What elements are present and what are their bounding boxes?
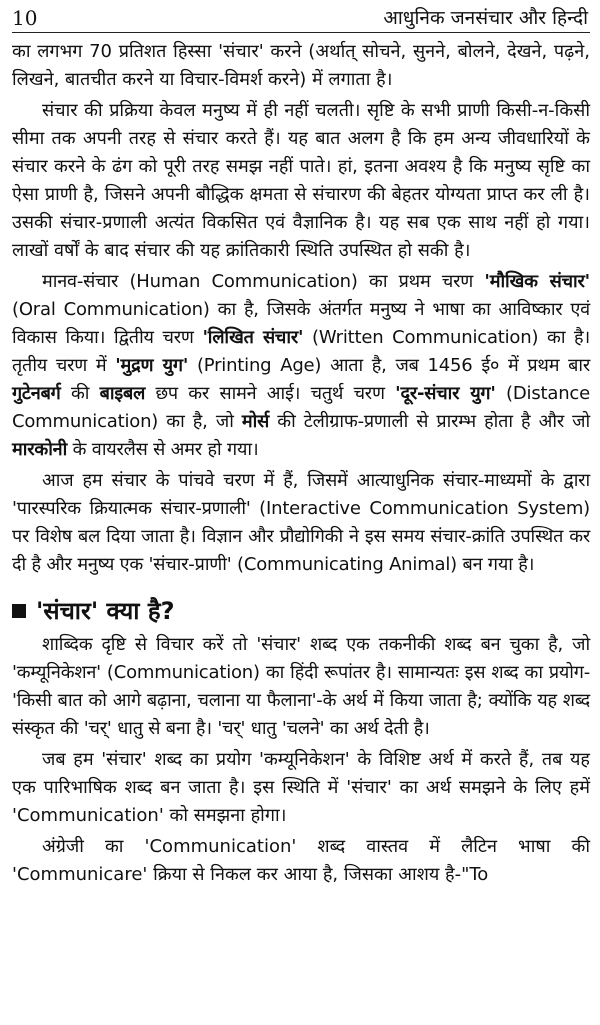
term-marconi: मारकोनी [12,439,68,460]
term-printing-age: 'मुद्रण युग' [115,355,189,376]
text-fragment: (Printing Age) आता है, जब 1456 ई० में प्रथम बार [188,355,590,376]
term-bible: बाइबल [99,383,146,404]
text-fragment: की टेलीग्राफ-प्रणाली से प्रारम्भ होता है और जो [269,411,590,432]
running-title: आधुनिक जनसंचार और हिन्दी [383,7,588,29]
text-fragment: (Distance Communication) का है, जो [12,383,590,432]
page-body [12,38,590,892]
text-fragment: छप कर सामने आई। चतुर्थ चरण [145,383,396,404]
paragraph-communication-process: संचार की प्रक्रिया केवल मनुष्य में ही नहीं चलती। सृष्टि के सभी प्राणी किसी-न-किसी सीमा तक अपनी तरह से संचार करते हैं। यह बात अलग है कि हम अन्य जीवधारियों के संचार करने के ढंग को पूरी तरह समझ नहीं पाते। हां, इतना अवश्य है कि मनुष्य सृष्टि का ऐसा प्राणी है, जिसने अपनी बौद्धिक क्षमता से संचारण की बेहतर योग्यता प्राप्त कर ली है। उसकी संचार-प्रणाली अत्यंत विकसित एवं वैज्ञानिक है। यह सब एक साथ नहीं हो गया। लाखों वर्षों के बाद संचार की यह क्रांतिकारी स्थिति उपस्थित हो सकी है। [12,100,590,261]
term-distance-communication: 'दूर-संचार युग' [395,383,496,404]
section-heading [12,595,590,627]
text-fragment: (Oral Communication) का है, जिसके अंतर्गत मनुष्य ने भाषा का आविष्कार एवं विकास किया। द्वितीय चरण [12,299,590,348]
paragraph-fifth-stage: आज हम संचार के पांचवे चरण में हैं, जिसमें आत्याधुनिक संचार-माध्यमों के द्वारा 'पारस्परिक क्रियात्मक संचार-प्रणाली' (Interactive Communication System) पर विशेष बल दिया जाता है। विज्ञान और प्रौद्योगिकी ने इस समय संचार-क्रांति उपस्थित कर दी है और मनुष्य एक 'संचार-प्राणी' (Communicating Animal) बन गया है। [12,470,590,575]
text-fragment: (Written Communication) का है। तृतीय चरण में [12,327,591,376]
text-fragment: की [60,383,100,404]
term-written-communication: 'लिखित संचार' [202,327,304,348]
term-gutenberg: गुटेनबर्ग [12,383,61,404]
term-oral-communication: 'मौखिक संचार' [484,271,590,292]
section-heading-text: 'संचार' क्या है? [36,597,175,625]
paragraph-communication-stages [12,268,590,464]
text-fragment: के वायरलैस से अमर हो गया। [67,439,259,460]
square-bullet-icon [12,604,26,618]
paragraph-continued: का लगभग 70 प्रतिशत हिस्सा 'संचार' करने (अर्थात् सोचने, सुनने, बोलने, देखने, पढ़ने, लिखने, बातचीत करने या विचार-विमर्श करने) में लगाता है। [12,41,590,90]
paragraph-literal-meaning: शाब्दिक दृष्टि से विचार करें तो 'संचार' शब्द एक तकनीकी शब्द बन चुका है, जो 'कम्यूनिकेशन' (Communication) का हिंदी रूपांतर है। सामान्यतः इस शब्द का प्रयोग-'किसी बात को आगे बढ़ाना, चलाना या फैलाना'-के अर्थ में किया जाता है; क्योंकि यह शब्द संस्कृत की 'चर्' धातु से बना है। 'चर्' धातु 'चलने' का अर्थ देती है। [12,634,590,739]
paragraph-technical-term: जब हम 'संचार' शब्द का प्रयोग 'कम्यूनिकेशन' के विशिष्ट अर्थ में करते हैं, तब यह एक पारिभाषिक शब्द बन जाता है। इस स्थिति में 'संचार' का अर्थ समझने के लिए हमें 'Communication' को समझना होगा। [12,749,590,826]
term-morse: मोर्स [241,411,270,432]
paragraph-latin-origin: अंग्रेजी का 'Communication' शब्द वास्तव में लैटिन भाषा की 'Communicare' क्रिया से निकल कर आया है, जिसका आशय है-"To [12,836,590,885]
page-number: 10 [12,6,38,30]
text-fragment: मानव-संचार (Human Communication) का प्रथम चरण [42,271,485,292]
running-head [12,6,590,33]
